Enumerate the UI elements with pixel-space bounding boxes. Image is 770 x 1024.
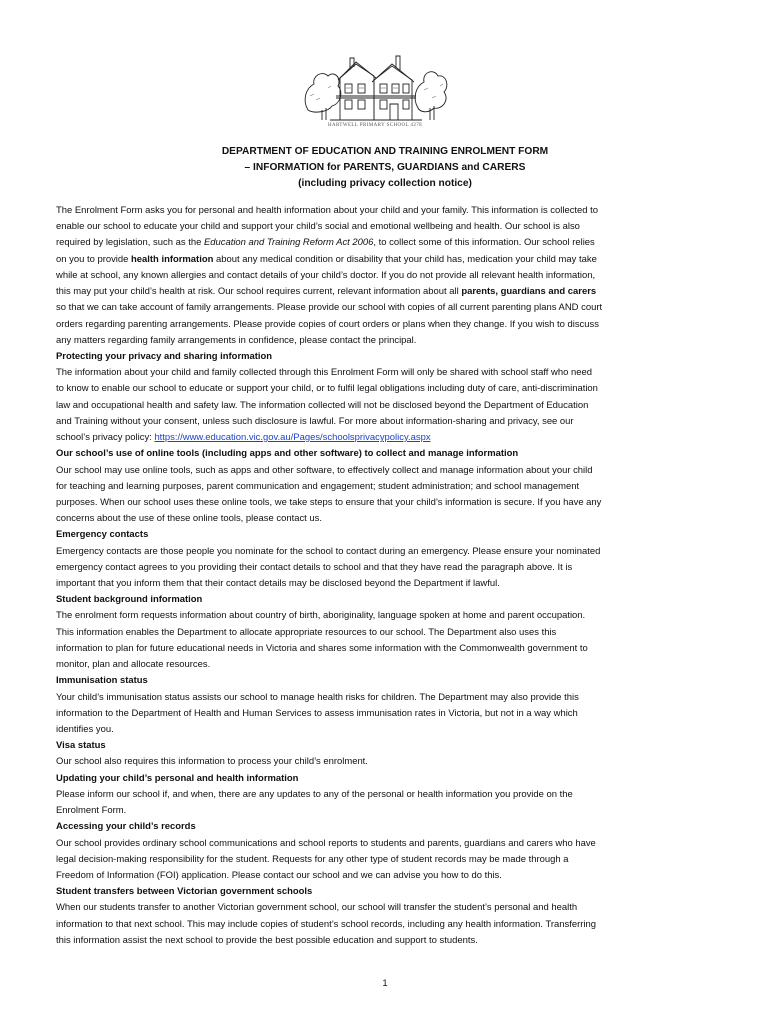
text-span: required by legislation, such as the: [56, 237, 204, 249]
text-line: The enrolment form requests information about country of birth, aboriginality, language spoken at home and parent occupation.: [56, 610, 586, 622]
text-line: emergency contact agrees to you providing their contact details to school and that they have read the paragraph above. It is: [56, 561, 573, 573]
section-heading: Emergency contacts: [56, 529, 149, 541]
text-line: this information assist the next school to provide the best possible education and support to students.: [56, 934, 478, 946]
section-immunisation: [56, 673, 720, 738]
document-body: [56, 203, 720, 949]
text-line: [56, 252, 720, 268]
section-heading: Immunisation status: [56, 675, 148, 687]
section-accessing-records: [56, 819, 720, 884]
section-student-background: [56, 592, 720, 673]
act-name: Education and Training Reform Act 2006: [203, 237, 374, 249]
text-line: to know to enable our school to educate or support your child, or to fulfil legal obligations including duty of care, anti-discrimination: [56, 383, 598, 395]
text-line: Our school may use online tools, such as apps and other software, to effectively collect and manage information about your child: [56, 464, 593, 476]
text-line: legal decision-making responsibility for the student. Requests for any other type of student records may be made through a: [56, 853, 569, 865]
text-line: The Enrolment Form asks you for personal and health information about your child and your family. This information is collected to: [56, 205, 599, 216]
text-span: on you to provide: [56, 253, 132, 265]
section-heading: Student transfers between Victorian government schools: [56, 886, 313, 898]
text-line: Enrolment Form.: [56, 805, 127, 817]
school-building-icon: [300, 40, 450, 124]
section-updating-info: [56, 771, 720, 820]
privacy-policy-link[interactable]: https://www.education.vic.gov.au/Pages/schoolsprivacypolicy.aspx: [154, 432, 431, 444]
intro-paragraph: [56, 203, 720, 349]
section-heading: Visa status: [56, 740, 106, 752]
text-line: Please inform our school if, and when, there are any updates to any of the personal or health information you provide on the: [56, 788, 573, 800]
section-heading: Accessing your child’s records: [56, 821, 196, 833]
text-line: concerns about the use of these online tools, please contact us.: [56, 513, 322, 525]
text-line: When our students transfer to another Victorian government school, our school will transfer the student’s personal and health: [56, 902, 578, 914]
text-span: about any medical condition or disability that your child has, medication your child may take: [213, 253, 597, 265]
text-line: for teaching and learning purposes, parent communication and engagement; student administration; and school management: [56, 480, 580, 492]
text-line: [56, 284, 720, 300]
text-line: identifies you.: [56, 724, 114, 735]
text-line: so that we can take account of family arrangements. Please provide our school with copies of all current parenting plans AND court: [56, 302, 603, 314]
section-online-tools: [56, 446, 720, 527]
section-heading: Student background information: [56, 594, 203, 606]
title-line-2: – INFORMATION for PARENTS, GUARDIANS and CARERS: [244, 162, 526, 173]
section-heading: Updating your child’s personal and health information: [56, 772, 299, 784]
section-heading: Our school’s use of online tools (including apps and other software) to collect and manage information: [56, 448, 519, 460]
text-span: school’s privacy policy:: [56, 432, 155, 444]
text-line: Freedom of Information (FOI) application. Please contact our school and we can advise you how to do this.: [56, 869, 502, 881]
text-line: enable our school to educate your child and support your child’s social and emotional wellbeing and health. Our school is also: [56, 221, 580, 233]
text-line: monitor, plan and allocate resources.: [56, 659, 211, 671]
text-span: this may put your child’s health at risk. Our school requires current, relevant information about all: [56, 286, 462, 298]
text-line: This information enables the Department to allocate appropriate resources to our school. The Department also uses this: [56, 626, 557, 638]
text-span: , to collect some of this information. Our school relies: [373, 237, 595, 249]
text-line: law and occupational health and safety law. The information collected will not be disclosed beyond the Department of Education: [56, 399, 589, 411]
school-logo-caption: HARTWELL PRIMARY SCHOOL 4278: [327, 123, 423, 128]
text-line: Our school provides ordinary school communications and school reports to students and parents, guardians and carers who have: [56, 837, 596, 849]
text-line: and Training without your consent, unless such disclosure is lawful. For more about information-sharing and privacy, see our: [56, 415, 574, 427]
text-line: Your child’s immunisation status assists our school to manage health risks for children. The Department may also provide this: [56, 691, 579, 703]
section-visa-status: [56, 738, 720, 770]
school-logo: [300, 40, 450, 134]
bold-term: health information: [131, 253, 214, 265]
text-line: [56, 430, 720, 446]
title-line-3: (including privacy collection notice): [298, 178, 472, 189]
text-line: The information about your child and family collected through this Enrolment Form will only be shared with school staff who need: [56, 367, 592, 379]
text-line: information to the Department of Health and Human Services to assess immunisation rates in Victoria, but not in a way which: [56, 707, 578, 719]
title-line-1: DEPARTMENT OF EDUCATION AND TRAINING ENROLMENT FORM: [221, 146, 549, 157]
section-emergency-contacts: [56, 527, 720, 592]
text-line: [56, 235, 720, 251]
text-line: Our school also requires this information to process your child’s enrolment.: [56, 756, 368, 768]
text-line: orders regarding parenting arrangements. Please provide copies of court orders or plans when they change. If you wish to discuss: [56, 318, 599, 330]
page-number: 1: [382, 978, 388, 989]
text-line: information to plan for future educational needs in Victoria and shares some information with the Commonwealth government to: [56, 642, 588, 654]
text-line: any matters regarding family arrangements in confidence, please contact the principal.: [56, 334, 417, 346]
text-line: Emergency contacts are those people you nominate for the school to contact during an emergency. Please ensure your nominated: [56, 545, 601, 557]
text-line: purposes. When our school uses these online tools, we take steps to ensure that your child’s information is secure. If you have any: [56, 496, 602, 508]
section-heading: Protecting your privacy and sharing information: [56, 350, 273, 362]
form-title: [0, 144, 770, 192]
text-line: important that you inform them that their contact details may be disclosed beyond the Department if lawful.: [56, 578, 500, 590]
section-student-transfers: [56, 884, 720, 949]
section-privacy: [56, 349, 720, 446]
text-line: information to that next school. This may include copies of student’s school records, including any health information. Transferring: [56, 918, 596, 930]
text-line: while at school, any known allergies and contact details of your child’s doctor. If you do not provide all relevant health information,: [56, 269, 596, 281]
bold-term: parents, guardians and carers: [461, 286, 597, 298]
